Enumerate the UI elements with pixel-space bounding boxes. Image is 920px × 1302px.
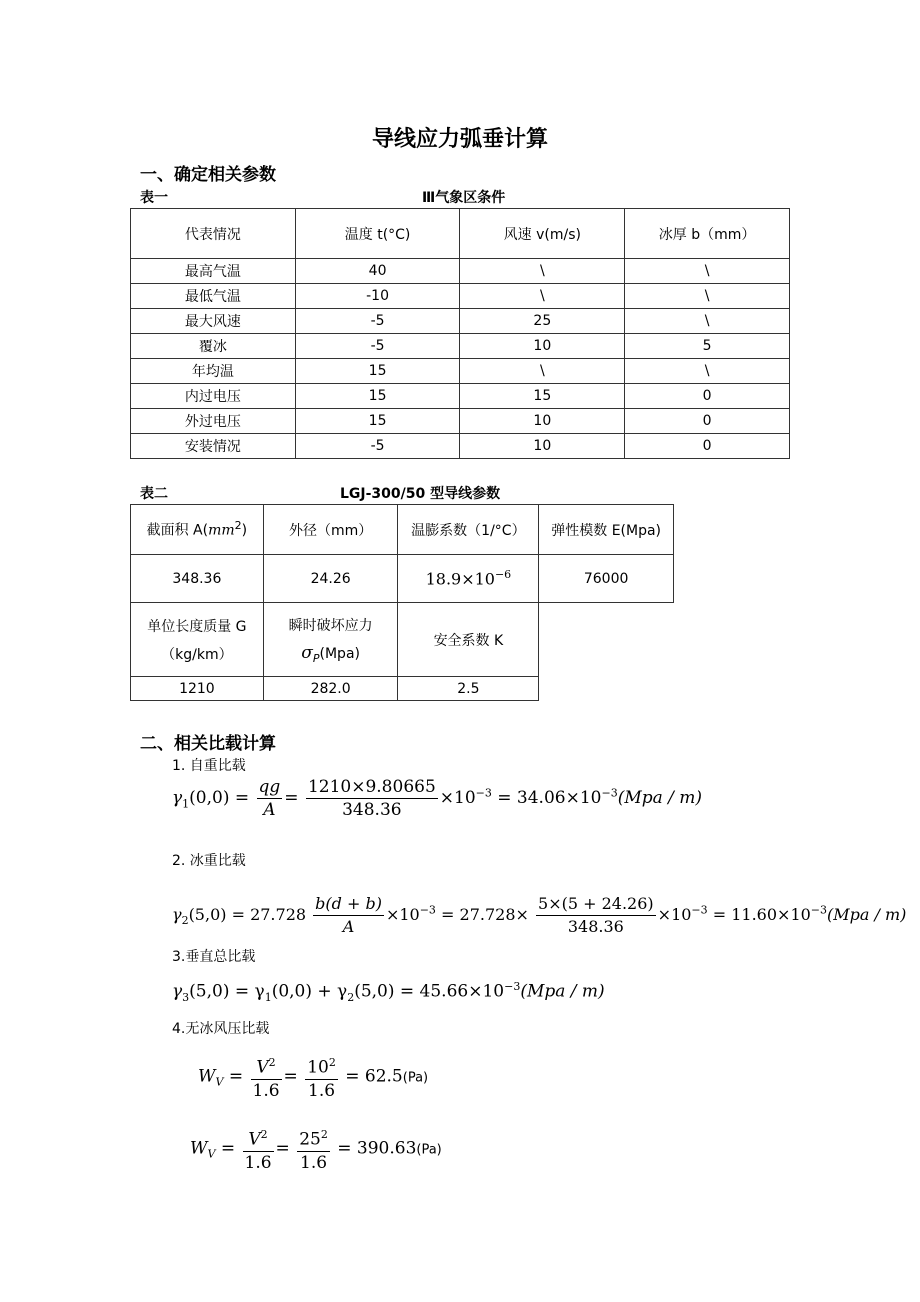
header-cell-mass: 单位长度质量 G （kg/km）	[131, 603, 264, 677]
table-cell: 0	[625, 434, 790, 459]
table-cell: 10	[460, 334, 625, 359]
table-cell: 15	[295, 384, 460, 409]
table-cell: \	[625, 259, 790, 284]
empty-cell	[539, 677, 674, 701]
header-cell-expansion: 温膨系数（1/°C）	[398, 505, 539, 555]
table-header-row	[131, 209, 790, 259]
header-cell-area: 截面积 $A(mm^2)$	[131, 505, 264, 555]
weather-conditions-table	[130, 208, 790, 459]
table-cell: 25	[460, 309, 625, 334]
table-cell: 15	[460, 384, 625, 409]
table-cell: \	[460, 284, 625, 309]
equation-ice-weight: $\gamma_2(5,0) = 27.728$ $\frac{b(d + b)}{A}$ $\times 10^{-3} = 27.728\times$ $\frac{5\times(5 + 24.26)}{348.36}$ $\times 10^{-3} = 11.60\times 10^{-3}(Mpa / m)$	[172, 894, 907, 936]
value-cell-expansion: $18.9\times 10^{-6}$	[398, 555, 539, 603]
header-cell-diameter: 外径（mm）	[263, 505, 398, 555]
item-ice-weight-load: 2. 冰重比载	[172, 853, 246, 869]
empty-cell	[539, 603, 674, 677]
table-cell: 0	[625, 384, 790, 409]
equation-wind-pressure-25: $W_V$ = $\frac{V^2}{1.6}$ = $\frac{25^2}{1.6}$ = 390.63(Pa)	[190, 1124, 442, 1174]
table-row	[131, 434, 790, 459]
item-wind-pressure-load: 4.无冰风压比载	[172, 1021, 270, 1037]
table2-label: 表二	[140, 486, 168, 502]
table-cell: 0	[625, 409, 790, 434]
table-cell: 10	[460, 434, 625, 459]
table-cell: 15	[295, 409, 460, 434]
conductor-parameters-table	[130, 504, 674, 701]
table-row	[131, 309, 790, 334]
table-cell: -5	[295, 334, 460, 359]
table-cell: 5	[625, 334, 790, 359]
header-cell: 温度 t(°C)	[295, 209, 460, 259]
table-cell: 10	[460, 409, 625, 434]
section-heading-specific-load: 二、相关比载计算	[140, 734, 276, 754]
header-cell-breaking-stress: 瞬时破坏应力 $\sigma_P(Mpa)$	[263, 603, 398, 677]
item-vertical-total-load: 3.垂直总比载	[172, 949, 256, 965]
table-cell: 最低气温	[131, 284, 296, 309]
value-cell-area: 348.36	[131, 555, 264, 603]
table-cell: \	[625, 309, 790, 334]
table-cell: 外过电压	[131, 409, 296, 434]
table-row	[131, 284, 790, 309]
value-cell-safety: 2.5	[398, 677, 539, 701]
table-cell: \	[460, 359, 625, 384]
table-cell: -5	[295, 434, 460, 459]
table-cell: 最高气温	[131, 259, 296, 284]
table-cell: 覆冰	[131, 334, 296, 359]
table-row	[131, 384, 790, 409]
equation-self-weight: $\gamma_1(0,0)$ = $\frac{qg}{A}$ = $\frac{1210\times 9.80665}{348.36}$ $\times 10^{-3} = 34.06\times 10^{-3}(Mpa / m)$	[172, 777, 703, 820]
header-cell-safety: 安全系数 K	[398, 603, 539, 677]
value-cell-diameter: 24.26	[263, 555, 398, 603]
table-row	[131, 359, 790, 384]
table-cell: \	[460, 259, 625, 284]
header-cell: 冰厚 b（mm）	[625, 209, 790, 259]
value-cell-mass: 1210	[131, 677, 264, 701]
section-heading-parameters: 一、确定相关参数	[140, 165, 276, 185]
equation-wind-pressure-10: $W_V$ = $\frac{V^2}{1.6}$ = $\frac{10^2}{1.6}$ = 62.5(Pa)	[198, 1052, 428, 1102]
page-title: 导线应力弧垂计算	[371, 127, 548, 152]
header-cell-modulus: 弹性模数 E(Mpa)	[539, 505, 674, 555]
item-self-weight-load: 1. 自重比载	[172, 758, 246, 774]
value-cell-modulus: 76000	[539, 555, 674, 603]
table-cell: \	[625, 284, 790, 309]
value-cell-breaking-stress: 282.0	[263, 677, 398, 701]
table1-label: 表一	[140, 190, 168, 206]
table-cell: \	[625, 359, 790, 384]
table-cell: 最大风速	[131, 309, 296, 334]
equation-vertical-total: $\gamma_3(5,0) = \gamma_1(0,0) + \gamma_2(5,0) = 45.66\times 10^{-3}(Mpa / m)$	[172, 980, 605, 1005]
table2-caption: LGJ-300/50 型导线参数	[340, 486, 501, 502]
table-cell: 15	[295, 359, 460, 384]
table-cell: 内过电压	[131, 384, 296, 409]
table-cell: 安装情况	[131, 434, 296, 459]
table-row	[131, 409, 790, 434]
table-cell: 年均温	[131, 359, 296, 384]
header-cell: 风速 v(m/s)	[460, 209, 625, 259]
table-row	[131, 334, 790, 359]
table-cell: -5	[295, 309, 460, 334]
table-cell: -10	[295, 284, 460, 309]
table1-caption: Ⅲ气象区条件	[422, 190, 506, 206]
table-row	[131, 259, 790, 284]
header-cell: 代表情况	[131, 209, 296, 259]
table-cell: 40	[295, 259, 460, 284]
